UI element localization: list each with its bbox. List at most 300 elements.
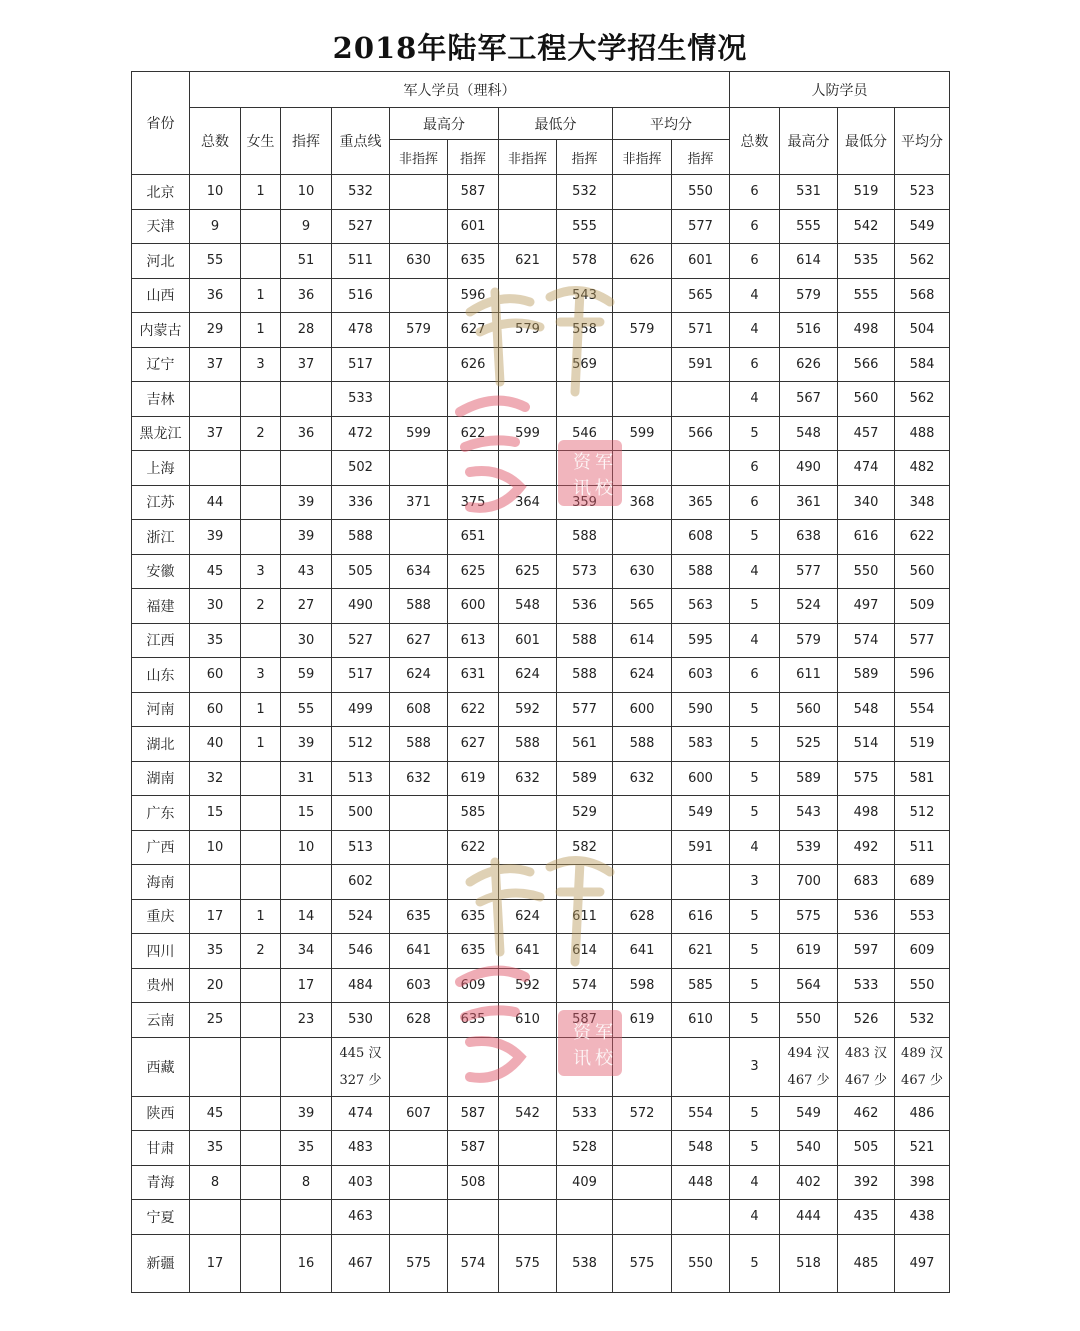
- cell-civil-total: 5: [730, 589, 780, 624]
- cell-command: 43: [281, 554, 332, 589]
- cell-province: 陕西: [132, 1096, 190, 1131]
- seal-text-1: 资: [573, 452, 591, 473]
- cell-average-command: 550: [672, 1234, 730, 1292]
- cell-command: [281, 865, 332, 900]
- cell-female: [241, 485, 281, 520]
- cell-average-non-command: [613, 347, 672, 382]
- cell-civil-total: 5: [730, 934, 780, 969]
- cell-civil-lowest: 340: [838, 485, 895, 520]
- cell-key-line: [332, 1037, 390, 1096]
- cell-highest-command: 574: [448, 1234, 499, 1292]
- cell-female: 1: [241, 313, 281, 348]
- cell-lowest-command: 532: [557, 175, 613, 210]
- cell-highest-command: 587: [448, 1096, 499, 1131]
- seal-text-4: 校: [595, 478, 613, 499]
- cell-total: 29: [190, 313, 241, 348]
- cell-lowest-command: [557, 1200, 613, 1235]
- cell-female: [241, 761, 281, 796]
- cell-command: 55: [281, 692, 332, 727]
- cell-civil-lowest: 498: [838, 313, 895, 348]
- civil-lowest-minority: 467 少: [845, 1072, 887, 1088]
- cell-civil-total: 4: [730, 313, 780, 348]
- cell-civil-average: 577: [895, 623, 950, 658]
- cell-highest-non-command: [390, 1165, 448, 1200]
- cell-key-line: 524: [332, 899, 390, 934]
- table-row: [132, 451, 950, 486]
- cell-key-line: 530: [332, 1003, 390, 1038]
- cell-lowest-non-command: 625: [499, 554, 557, 589]
- cell-key-line: 499: [332, 692, 390, 727]
- cell-average-command: 566: [672, 416, 730, 451]
- cell-lowest-non-command: [499, 796, 557, 831]
- cell-civil-total: 4: [730, 554, 780, 589]
- cell-civil-average: 562: [895, 382, 950, 417]
- cell-civil-total: 5: [730, 520, 780, 555]
- key-line-han: 445 汉: [339, 1045, 382, 1061]
- cell-lowest-command: 409: [557, 1165, 613, 1200]
- cell-key-line: 502: [332, 451, 390, 486]
- cell-female: [241, 1003, 281, 1038]
- cell-civil-average: 560: [895, 554, 950, 589]
- table-row: [132, 1200, 950, 1235]
- cell-average-non-command: 598: [613, 968, 672, 1003]
- cell-highest-command: 609: [448, 968, 499, 1003]
- cell-civil-average: 438: [895, 1200, 950, 1235]
- header-lowest-command: 指挥: [557, 140, 613, 175]
- table-row: [132, 761, 950, 796]
- cell-average-non-command: [613, 175, 672, 210]
- cell-highest-non-command: 603: [390, 968, 448, 1003]
- cell-lowest-non-command: 575: [499, 1234, 557, 1292]
- cell-highest-command: 622: [448, 416, 499, 451]
- cell-province: 江西: [132, 623, 190, 658]
- cell-lowest-command: 587: [557, 1003, 613, 1038]
- cell-average-non-command: 575: [613, 1234, 672, 1292]
- cell-province: 甘肃: [132, 1131, 190, 1166]
- cell-command: 15: [281, 796, 332, 831]
- cell-highest-non-command: [390, 1037, 448, 1096]
- cell-civil-lowest: [838, 1037, 895, 1096]
- cell-civil-total: 5: [730, 1096, 780, 1131]
- cell-key-line: 527: [332, 623, 390, 658]
- cell-average-command: 585: [672, 968, 730, 1003]
- header-key-line: 重点线: [332, 108, 390, 175]
- cell-average-command: [672, 1200, 730, 1235]
- cell-total: 55: [190, 244, 241, 279]
- cell-civil-total: 6: [730, 244, 780, 279]
- cell-average-command: 591: [672, 830, 730, 865]
- cell-highest-non-command: 627: [390, 623, 448, 658]
- cell-highest-command: 635: [448, 934, 499, 969]
- cell-average-command: 583: [672, 727, 730, 762]
- cell-highest-non-command: [390, 865, 448, 900]
- table-row: [132, 554, 950, 589]
- cell-civil-average: 584: [895, 347, 950, 382]
- cell-civil-lowest: 597: [838, 934, 895, 969]
- cell-total: 30: [190, 589, 241, 624]
- admission-table: [131, 71, 950, 1293]
- cell-average-non-command: [613, 209, 672, 244]
- cell-average-non-command: [613, 382, 672, 417]
- cell-lowest-command: 529: [557, 796, 613, 831]
- cell-civil-lowest: 550: [838, 554, 895, 589]
- cell-key-line: 513: [332, 830, 390, 865]
- cell-key-line: 478: [332, 313, 390, 348]
- cell-highest-non-command: 608: [390, 692, 448, 727]
- cell-female: 3: [241, 554, 281, 589]
- cell-lowest-non-command: 592: [499, 968, 557, 1003]
- cell-average-command: 595: [672, 623, 730, 658]
- cell-average-non-command: 619: [613, 1003, 672, 1038]
- cell-highest-command: 613: [448, 623, 499, 658]
- cell-command: 14: [281, 899, 332, 934]
- cell-civil-average: 622: [895, 520, 950, 555]
- cell-civil-total: 5: [730, 692, 780, 727]
- cell-average-command: [672, 451, 730, 486]
- cell-average-command: 603: [672, 658, 730, 693]
- cell-highest-command: 508: [448, 1165, 499, 1200]
- cell-total: 35: [190, 934, 241, 969]
- table-row: [132, 313, 950, 348]
- header-civil-group: 人防学员: [730, 72, 950, 108]
- header-highest-non-command: 非指挥: [390, 140, 448, 175]
- cell-lowest-non-command: 632: [499, 761, 557, 796]
- cell-female: 2: [241, 589, 281, 624]
- cell-civil-highest: 540: [780, 1131, 838, 1166]
- cell-civil-highest: 577: [780, 554, 838, 589]
- cell-key-line: 513: [332, 761, 390, 796]
- cell-highest-command: 627: [448, 313, 499, 348]
- cell-civil-lowest: 392: [838, 1165, 895, 1200]
- cell-civil-lowest: 555: [838, 278, 895, 313]
- cell-key-line: 533: [332, 382, 390, 417]
- cell-command: 39: [281, 1096, 332, 1131]
- cell-civil-total: 6: [730, 209, 780, 244]
- cell-civil-total: 4: [730, 382, 780, 417]
- cell-highest-non-command: [390, 278, 448, 313]
- cell-average-non-command: 630: [613, 554, 672, 589]
- cell-civil-total: 6: [730, 451, 780, 486]
- cell-civil-highest: 402: [780, 1165, 838, 1200]
- cell-lowest-command: 561: [557, 727, 613, 762]
- cell-civil-total: 4: [730, 278, 780, 313]
- cell-key-line: 505: [332, 554, 390, 589]
- cell-female: [241, 968, 281, 1003]
- cell-civil-highest: 579: [780, 278, 838, 313]
- cell-command: 39: [281, 485, 332, 520]
- cell-province: 云南: [132, 1003, 190, 1038]
- cell-civil-average: 532: [895, 1003, 950, 1038]
- cell-average-non-command: [613, 520, 672, 555]
- cell-average-non-command: [613, 796, 672, 831]
- cell-average-non-command: [613, 1165, 672, 1200]
- cell-average-command: 554: [672, 1096, 730, 1131]
- cell-civil-total: 4: [730, 1200, 780, 1235]
- cell-command: 10: [281, 830, 332, 865]
- cell-female: 1: [241, 899, 281, 934]
- cell-civil-average: 562: [895, 244, 950, 279]
- cell-average-non-command: [613, 278, 672, 313]
- cell-lowest-command: 588: [557, 520, 613, 555]
- cell-highest-command: 587: [448, 175, 499, 210]
- cell-total: 17: [190, 899, 241, 934]
- table-header: [132, 72, 950, 175]
- cell-civil-lowest: 514: [838, 727, 895, 762]
- cell-command: [281, 451, 332, 486]
- cell-female: [241, 1096, 281, 1131]
- cell-civil-average: 553: [895, 899, 950, 934]
- cell-province: 黑龙江: [132, 416, 190, 451]
- cell-female: 1: [241, 278, 281, 313]
- cell-average-command: 588: [672, 554, 730, 589]
- cell-key-line: 403: [332, 1165, 390, 1200]
- cell-lowest-command: 582: [557, 830, 613, 865]
- cell-civil-average: 521: [895, 1131, 950, 1166]
- cell-highest-command: 635: [448, 244, 499, 279]
- cell-highest-non-command: 579: [390, 313, 448, 348]
- cell-civil-total: 4: [730, 830, 780, 865]
- cell-civil-average: 504: [895, 313, 950, 348]
- cell-civil-lowest: 519: [838, 175, 895, 210]
- cell-female: [241, 796, 281, 831]
- cell-civil-total: 6: [730, 347, 780, 382]
- cell-civil-total: 5: [730, 899, 780, 934]
- cell-key-line: 500: [332, 796, 390, 831]
- cell-highest-command: 626: [448, 347, 499, 382]
- cell-civil-highest: 444: [780, 1200, 838, 1235]
- cell-command: 17: [281, 968, 332, 1003]
- cell-civil-lowest: 566: [838, 347, 895, 382]
- cell-lowest-non-command: [499, 1200, 557, 1235]
- cell-highest-non-command: [390, 209, 448, 244]
- seal-text-4: 校: [595, 1048, 613, 1069]
- header-civil-lowest: 最低分: [838, 108, 895, 175]
- cell-province: 海南: [132, 865, 190, 900]
- cell-highest-command: 651: [448, 520, 499, 555]
- cell-highest-non-command: 641: [390, 934, 448, 969]
- cell-total: 37: [190, 416, 241, 451]
- cell-highest-non-command: 634: [390, 554, 448, 589]
- cell-female: [241, 830, 281, 865]
- cell-civil-highest: 564: [780, 968, 838, 1003]
- table-row-tibet: [132, 1037, 950, 1096]
- cell-female: 3: [241, 347, 281, 382]
- cell-civil-total: 6: [730, 175, 780, 210]
- cell-command: 39: [281, 727, 332, 762]
- cell-key-line: 472: [332, 416, 390, 451]
- cell-civil-highest: 516: [780, 313, 838, 348]
- cell-highest-non-command: 632: [390, 761, 448, 796]
- seal-text-1: 资: [573, 1022, 591, 1043]
- cell-province: 重庆: [132, 899, 190, 934]
- cell-highest-non-command: 635: [390, 899, 448, 934]
- cell-civil-highest: 611: [780, 658, 838, 693]
- table-row: [132, 244, 950, 279]
- cell-total: 60: [190, 658, 241, 693]
- table-row: [132, 485, 950, 520]
- cell-female: 1: [241, 175, 281, 210]
- cell-highest-command: 635: [448, 1003, 499, 1038]
- cell-civil-total: 3: [730, 865, 780, 900]
- cell-female: 1: [241, 692, 281, 727]
- cell-highest-non-command: 588: [390, 589, 448, 624]
- civil-highest-minority: 467 少: [787, 1072, 830, 1088]
- cell-lowest-non-command: [499, 830, 557, 865]
- cell-province: 宁夏: [132, 1200, 190, 1235]
- cell-command: 36: [281, 416, 332, 451]
- cell-highest-command: [448, 1037, 499, 1096]
- cell-total: [190, 1037, 241, 1096]
- cell-lowest-command: 359: [557, 485, 613, 520]
- cell-highest-non-command: [390, 451, 448, 486]
- cell-highest-non-command: [390, 796, 448, 831]
- cell-province: 浙江: [132, 520, 190, 555]
- cell-civil-total: 5: [730, 796, 780, 831]
- cell-average-command: 549: [672, 796, 730, 831]
- table-row: [132, 623, 950, 658]
- cell-lowest-command: [557, 1037, 613, 1096]
- cell-province: 四川: [132, 934, 190, 969]
- table-row: [132, 278, 950, 313]
- cell-female: [241, 244, 281, 279]
- cell-lowest-non-command: [499, 175, 557, 210]
- cell-key-line: 516: [332, 278, 390, 313]
- cell-average-non-command: 368: [613, 485, 672, 520]
- cell-highest-non-command: [390, 1200, 448, 1235]
- cell-command: 28: [281, 313, 332, 348]
- seal-text-3: 讯: [573, 1048, 591, 1069]
- cell-average-command: 608: [672, 520, 730, 555]
- cell-highest-non-command: 624: [390, 658, 448, 693]
- cell-highest-non-command: 575: [390, 1234, 448, 1292]
- cell-average-non-command: 628: [613, 899, 672, 934]
- cell-command: 35: [281, 1131, 332, 1166]
- cell-command: 36: [281, 278, 332, 313]
- table-row: [132, 830, 950, 865]
- cell-civil-highest: 614: [780, 244, 838, 279]
- cell-province: 天津: [132, 209, 190, 244]
- cell-lowest-non-command: 624: [499, 658, 557, 693]
- table-row: [132, 520, 950, 555]
- cell-civil-highest: 700: [780, 865, 838, 900]
- cell-civil-highest: 531: [780, 175, 838, 210]
- cell-lowest-command: 578: [557, 244, 613, 279]
- table-row: [132, 899, 950, 934]
- cell-command: 59: [281, 658, 332, 693]
- cell-key-line: 532: [332, 175, 390, 210]
- cell-highest-non-command: 630: [390, 244, 448, 279]
- cell-civil-lowest: 526: [838, 1003, 895, 1038]
- cell-province: 山西: [132, 278, 190, 313]
- cell-total: 10: [190, 830, 241, 865]
- cell-average-command: 590: [672, 692, 730, 727]
- cell-civil-total: 4: [730, 1165, 780, 1200]
- cell-key-line: 512: [332, 727, 390, 762]
- cell-average-command: 610: [672, 1003, 730, 1038]
- cell-civil-average: 519: [895, 727, 950, 762]
- cell-highest-command: 625: [448, 554, 499, 589]
- cell-lowest-command: 611: [557, 899, 613, 934]
- cell-civil-highest: [780, 1037, 838, 1096]
- cell-civil-lowest: 457: [838, 416, 895, 451]
- header-female: 女生: [241, 108, 281, 175]
- cell-province: 内蒙古: [132, 313, 190, 348]
- cell-lowest-command: 533: [557, 1096, 613, 1131]
- cell-civil-total: 3: [730, 1037, 780, 1096]
- cell-average-command: [672, 865, 730, 900]
- header-command: 指挥: [281, 108, 332, 175]
- cell-total: 20: [190, 968, 241, 1003]
- page-title: 2018年陆军工程大学招生情况: [332, 31, 748, 65]
- cell-civil-highest: 555: [780, 209, 838, 244]
- cell-province: 安徽: [132, 554, 190, 589]
- cell-total: [190, 382, 241, 417]
- cell-civil-lowest: 497: [838, 589, 895, 624]
- cell-civil-highest: 361: [780, 485, 838, 520]
- cell-highest-command: 631: [448, 658, 499, 693]
- cell-civil-highest: 560: [780, 692, 838, 727]
- cell-civil-average: 348: [895, 485, 950, 520]
- cell-average-non-command: [613, 865, 672, 900]
- cell-average-command: 616: [672, 899, 730, 934]
- table-row: [132, 1096, 950, 1131]
- cell-province: 上海: [132, 451, 190, 486]
- header-highest-command: 指挥: [448, 140, 499, 175]
- cell-highest-command: [448, 382, 499, 417]
- cell-civil-total: 5: [730, 727, 780, 762]
- cell-civil-lowest: 462: [838, 1096, 895, 1131]
- header-civil-average: 平均分: [895, 108, 950, 175]
- table-row: [132, 1165, 950, 1200]
- cell-civil-lowest: 435: [838, 1200, 895, 1235]
- cell-female: 2: [241, 416, 281, 451]
- cell-civil-total: 5: [730, 968, 780, 1003]
- cell-lowest-command: 588: [557, 623, 613, 658]
- cell-civil-highest: 539: [780, 830, 838, 865]
- cell-total: 9: [190, 209, 241, 244]
- cell-lowest-command: [557, 382, 613, 417]
- cell-highest-command: 601: [448, 209, 499, 244]
- cell-female: [241, 1037, 281, 1096]
- cell-highest-command: 600: [448, 589, 499, 624]
- cell-civil-average: 568: [895, 278, 950, 313]
- cell-average-non-command: 599: [613, 416, 672, 451]
- cell-lowest-non-command: [499, 451, 557, 486]
- cell-civil-highest: 626: [780, 347, 838, 382]
- cell-province: 广东: [132, 796, 190, 831]
- cell-key-line: 483: [332, 1131, 390, 1166]
- cell-civil-lowest: 575: [838, 761, 895, 796]
- cell-command: 31: [281, 761, 332, 796]
- cell-civil-average: 511: [895, 830, 950, 865]
- cell-civil-total: 6: [730, 658, 780, 693]
- cell-lowest-non-command: [499, 382, 557, 417]
- cell-lowest-non-command: 592: [499, 692, 557, 727]
- table-row: [132, 796, 950, 831]
- table-row: [132, 347, 950, 382]
- cell-command: 39: [281, 520, 332, 555]
- cell-lowest-non-command: 579: [499, 313, 557, 348]
- cell-civil-lowest: 560: [838, 382, 895, 417]
- cell-highest-command: 596: [448, 278, 499, 313]
- cell-civil-average: 581: [895, 761, 950, 796]
- cell-highest-command: [448, 1200, 499, 1235]
- cell-key-line: 517: [332, 658, 390, 693]
- cell-command: [281, 1037, 332, 1096]
- cell-civil-highest: 524: [780, 589, 838, 624]
- cell-civil-highest: 549: [780, 1096, 838, 1131]
- cell-average-command: 563: [672, 589, 730, 624]
